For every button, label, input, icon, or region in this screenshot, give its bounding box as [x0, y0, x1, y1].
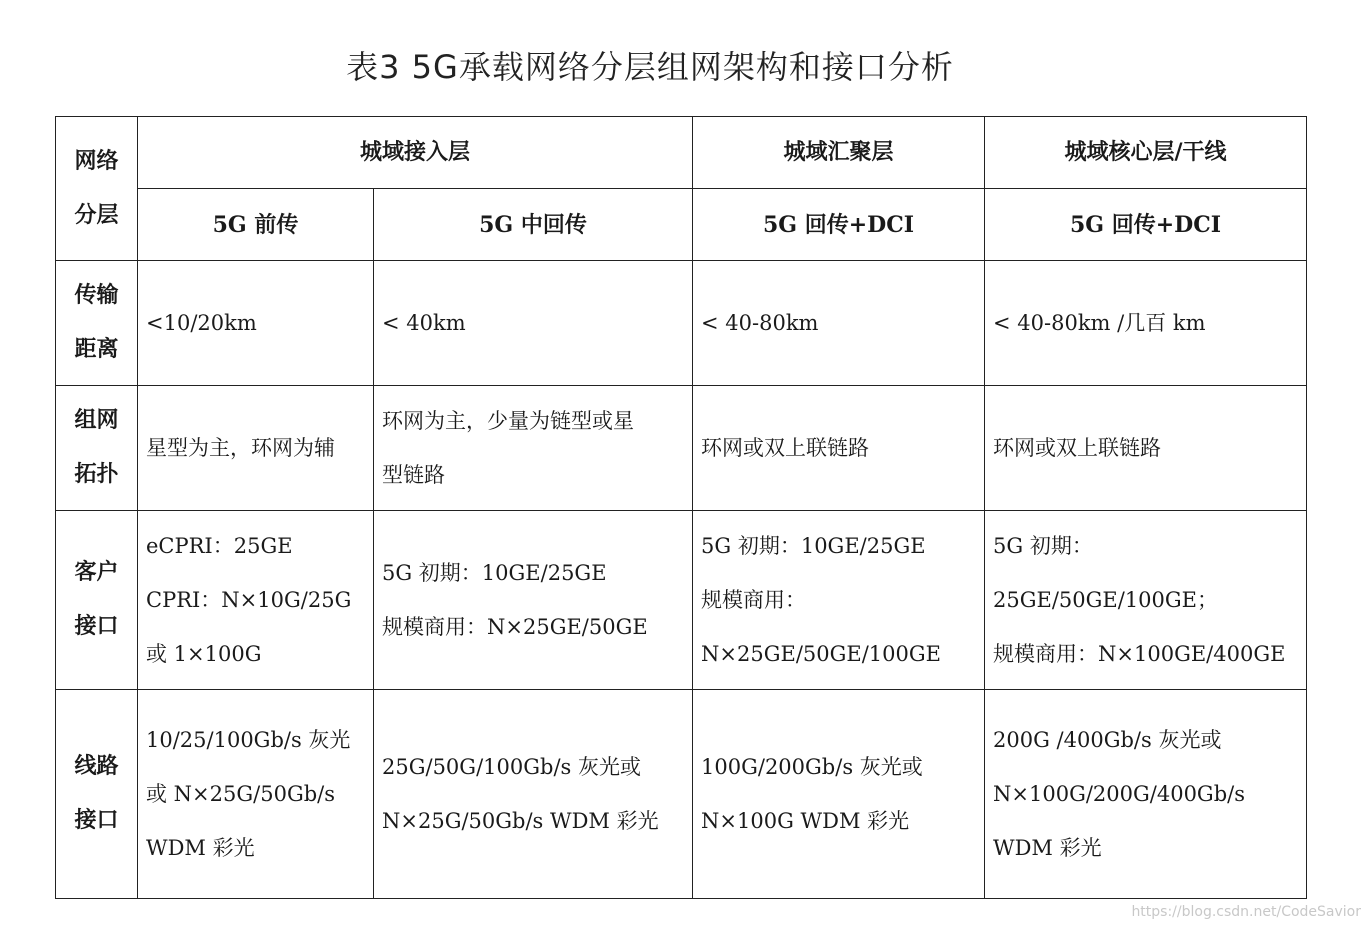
cell-line: 规模商用：N×25GE/50GE [382, 615, 648, 639]
row-label-line: 拓扑 [74, 462, 119, 487]
cell-line: < 40-80km /几百 km [993, 311, 1206, 335]
architecture-table [55, 116, 1307, 899]
row-label-distance [56, 261, 138, 386]
cell-line: 5G 初期： [993, 534, 1093, 558]
row-label-line: 客户 [74, 560, 119, 585]
cell-line: 或 N×25G/50Gb/s [146, 782, 336, 806]
cell-distance-core [985, 261, 1307, 386]
cell-line: WDM 彩光 [146, 836, 255, 860]
cell-line: < 40-80km [701, 311, 819, 335]
cell-distance-fronthaul [138, 261, 374, 386]
cell-line-aggregation [693, 690, 985, 899]
cell-line-midhaul [374, 690, 693, 899]
cell-line: 规模商用：N×100GE/400GE [993, 642, 1286, 666]
row-label-line: 接口 [74, 808, 119, 833]
table-row-line [56, 690, 1307, 899]
table-row-distance [56, 261, 1307, 386]
cell-client-midhaul [374, 511, 693, 690]
row-label-line: 传输 [74, 283, 119, 308]
cell-line: 5G 初期：10GE/25GE [701, 534, 926, 558]
cell-line: 星型为主，环网为辅 [146, 436, 335, 460]
subheader-fronthaul: 5G 前传 [138, 189, 374, 261]
cell-line: N×100G WDM 彩光 [701, 809, 910, 833]
cell-client-core [985, 511, 1307, 690]
cell-topology-fronthaul [138, 386, 374, 511]
cell-line: eCPRI：25GE [146, 534, 293, 558]
cell-line: 25GE/50GE/100GE； [993, 588, 1219, 612]
header-row-layers [56, 117, 1307, 189]
subheader-core-backhaul: 5G 回传+DCI [985, 189, 1307, 261]
cell-line: WDM 彩光 [993, 836, 1102, 860]
table-title: 表3 5G承载网络分层组网架构和接口分析 [346, 48, 954, 86]
row-label-client [56, 511, 138, 690]
cell-line: 200G /400Gb/s 灰光或 [993, 728, 1222, 752]
cell-line-core [985, 690, 1307, 899]
header-row-subtypes [56, 189, 1307, 261]
cell-distance-midhaul [374, 261, 693, 386]
cell-line: 10/25/100Gb/s 灰光 [146, 728, 351, 752]
cell-line: 环网或双上联链路 [701, 436, 870, 460]
corner-header-line-2: 分层 [74, 202, 119, 228]
cell-line: < 40km [382, 311, 466, 335]
corner-header [56, 117, 138, 261]
cell-client-aggregation [693, 511, 985, 690]
table-row-topology [56, 386, 1307, 511]
corner-header-line-1: 网络 [74, 148, 119, 174]
cell-line: 规模商用： [701, 588, 807, 612]
cell-client-fronthaul [138, 511, 374, 690]
cell-line: 25G/50G/100Gb/s 灰光或 [382, 755, 641, 779]
row-label-line: 接口 [74, 614, 119, 639]
cell-line: N×25G/50Gb/s WDM 彩光 [382, 809, 659, 833]
subheader-midhaul: 5G 中回传 [374, 189, 693, 261]
header-core-layer: 城域核心层/干线 [985, 117, 1307, 189]
cell-line-fronthaul [138, 690, 374, 899]
cell-topology-midhaul [374, 386, 693, 511]
cell-line: N×25GE/50GE/100GE [701, 642, 941, 666]
row-label-line: 组网 [74, 408, 119, 433]
header-access-layer: 城域接入层 [138, 117, 693, 189]
cell-line: N×100G/200G/400Gb/s [993, 782, 1246, 806]
cell-line: 型链路 [382, 463, 445, 487]
header-aggregation-layer: 城域汇聚层 [693, 117, 985, 189]
row-label-line: 距离 [74, 337, 119, 362]
row-label-line [56, 690, 138, 899]
subheader-agg-backhaul: 5G 回传+DCI [693, 189, 985, 261]
cell-line: 或 1×100G [146, 642, 262, 666]
watermark-text: https://blog.csdn.net/CodeSavior [1131, 904, 1361, 920]
cell-distance-aggregation [693, 261, 985, 386]
cell-topology-aggregation [693, 386, 985, 511]
table-row-client [56, 511, 1307, 690]
row-label-topology [56, 386, 138, 511]
cell-line: 100G/200Gb/s 灰光或 [701, 755, 923, 779]
cell-line: 环网为主，少量为链型或星 [382, 409, 634, 433]
cell-line: 环网或双上联链路 [993, 436, 1162, 460]
cell-line: 5G 初期：10GE/25GE [382, 561, 607, 585]
cell-line: CPRI：N×10G/25G [146, 588, 352, 612]
cell-topology-core [985, 386, 1307, 511]
row-label-line: 线路 [74, 754, 119, 779]
cell-line: <10/20km [146, 311, 257, 335]
